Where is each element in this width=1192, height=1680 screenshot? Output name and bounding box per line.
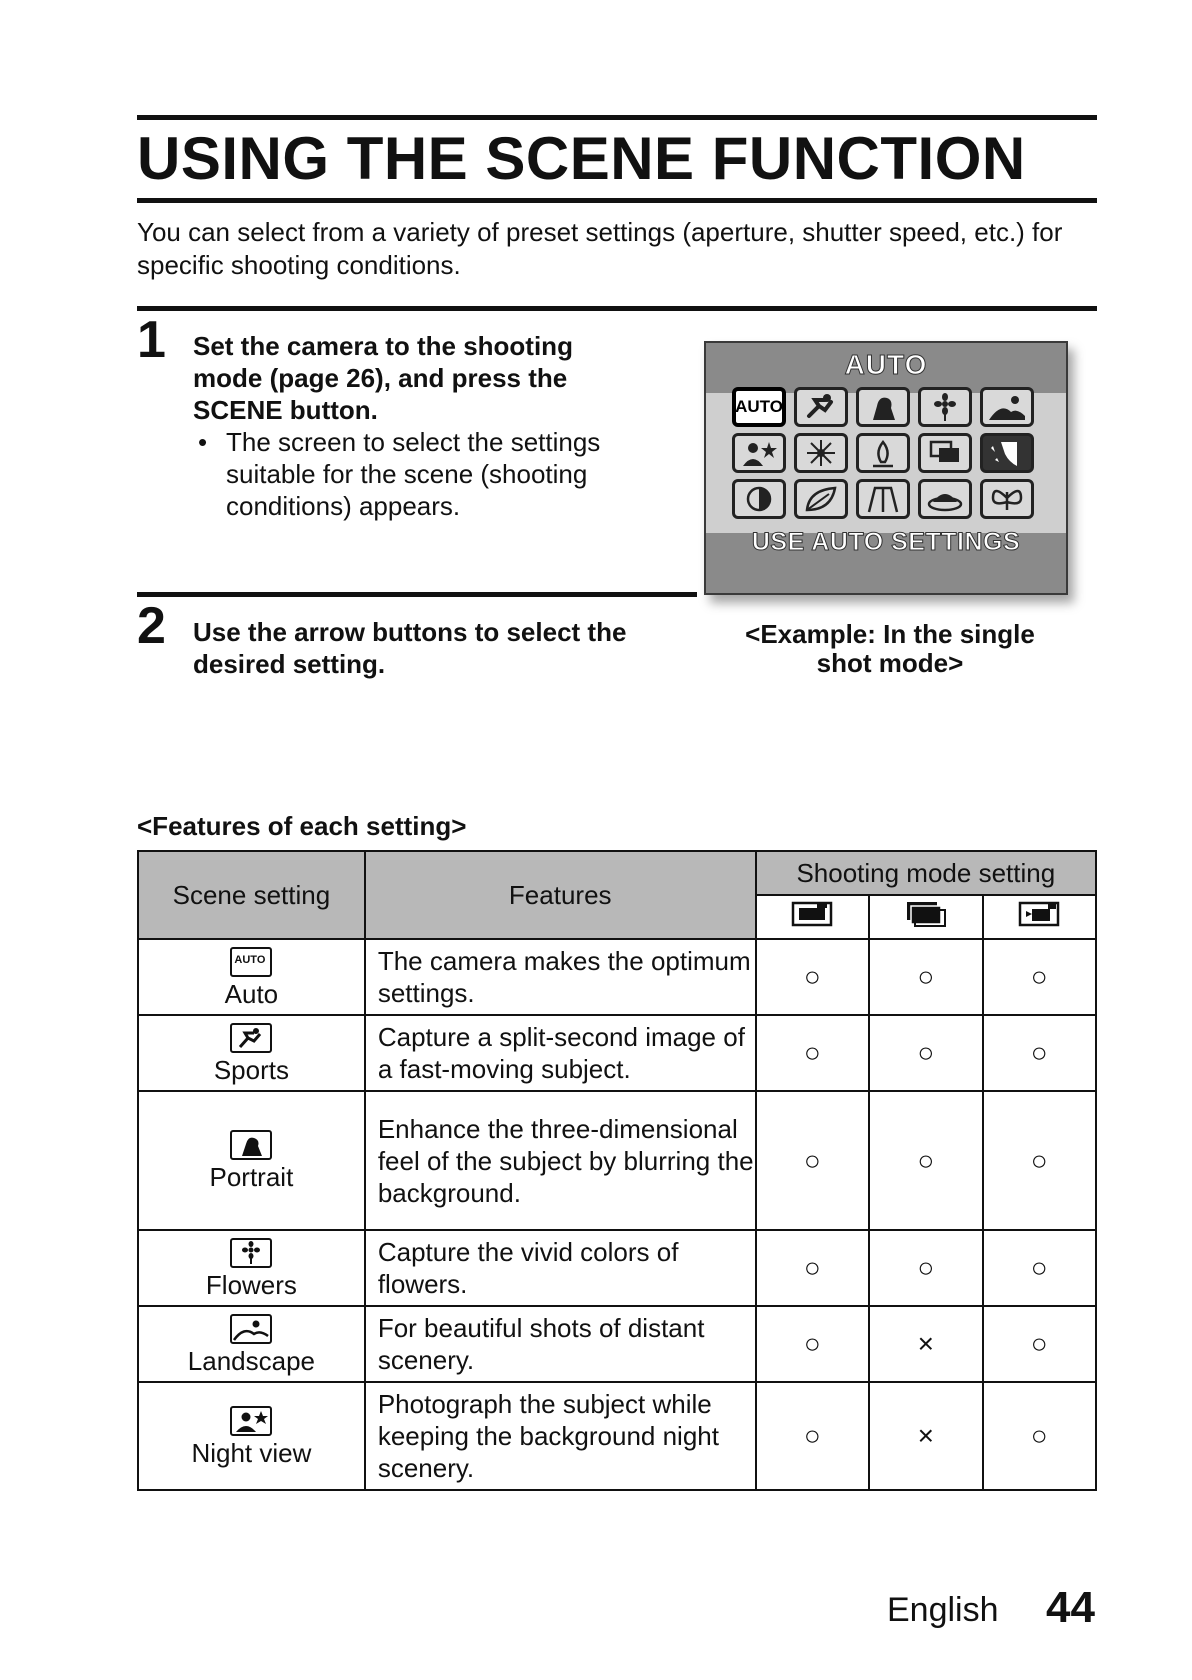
title-bottom-rule: [137, 198, 1097, 203]
sequential-shot-icon: [869, 895, 982, 939]
mode-mark: ○: [983, 939, 1096, 1015]
night-view-icon[interactable]: [732, 433, 786, 473]
mode-mark: ○: [869, 1230, 982, 1306]
feature-text: Capture a split-second image of a fast-moving subject.: [365, 1015, 756, 1091]
mode-mark: ○: [869, 1015, 982, 1091]
intro-text: You can select from a variety of preset settings (aperture, shutter speed, etc.) for specific shooting conditions.: [137, 217, 1063, 280]
table-row: [138, 1230, 1096, 1306]
landscape-icon[interactable]: [980, 387, 1034, 427]
table-caption: <Features of each setting>: [137, 811, 467, 841]
scene-name: Night view: [191, 1437, 312, 1468]
feature-text: The camera makes the optimum settings.: [365, 939, 756, 1015]
portrait-icon[interactable]: [856, 387, 910, 427]
table-row: [138, 1382, 1096, 1490]
mode-mark: ○: [983, 1306, 1096, 1382]
sports-icon[interactable]: [794, 387, 848, 427]
mode-mark: ○: [869, 1091, 982, 1230]
landscape-scene-icon: [230, 1314, 272, 1344]
scene-name: Auto: [224, 978, 279, 1009]
contrast-icon[interactable]: [732, 479, 786, 519]
table-row: [138, 1306, 1096, 1382]
sports-scene-icon: [230, 1023, 272, 1053]
mode-mark: ×: [869, 1306, 982, 1382]
scene-name: Sports: [213, 1054, 289, 1085]
title-top-rule: [137, 115, 1097, 120]
dark-mode-icon[interactable]: [980, 433, 1034, 473]
mode-mark: ×: [869, 1382, 982, 1490]
step-1-text: Set the camera to the shooting mode (page 26), and press the SCENE button.: [193, 331, 573, 425]
auto-scene-icon: AUTO: [230, 947, 272, 977]
lamp-icon[interactable]: [856, 433, 910, 473]
table-row: [138, 1091, 1096, 1230]
lcd-message: USE AUTO SETTINGS: [751, 528, 1021, 556]
header-shooting-mode: Shooting mode setting: [756, 851, 1096, 895]
mode-mark: ○: [756, 1091, 869, 1230]
feature-text: Enhance the three-dimensional feel of the subject by blurring the background.: [365, 1091, 756, 1230]
mode-mark: ○: [756, 1382, 869, 1490]
scene-name: Flowers: [205, 1269, 297, 1300]
lcd-title: AUTO: [844, 349, 928, 380]
mode-mark: ○: [983, 1091, 1096, 1230]
feature-text: For beautiful shots of distant scenery.: [365, 1306, 756, 1382]
party-icon[interactable]: [918, 433, 972, 473]
scene-name: Landscape: [187, 1345, 316, 1376]
step-2-rule: [137, 592, 697, 597]
flowers-icon[interactable]: [918, 387, 972, 427]
table-row: [138, 1015, 1096, 1091]
page-number: 44: [1046, 1583, 1095, 1632]
scene-name: Portrait: [209, 1162, 294, 1193]
flowers-scene-icon: [230, 1238, 272, 1268]
mode-mark: ○: [756, 939, 869, 1015]
footer-language: English: [887, 1591, 999, 1629]
leaf-icon[interactable]: [794, 479, 848, 519]
auto-icon[interactable]: [732, 387, 786, 427]
mode-mark: ○: [983, 1015, 1096, 1091]
feature-text: Photograph the subject while keeping the background night scenery.: [365, 1382, 756, 1490]
video-clip-icon: [983, 895, 1096, 939]
step-2-text: Use the arrow buttons to select the desired setting.: [193, 617, 627, 679]
step-2-number: 2: [137, 597, 166, 655]
header-features: Features: [365, 851, 756, 939]
features-table: [137, 850, 1097, 1491]
building-icon[interactable]: [856, 479, 910, 519]
night-view-scene-icon: [230, 1406, 272, 1436]
mode-mark: ○: [756, 1230, 869, 1306]
example-caption: <Example: In the single shot mode>: [745, 619, 1035, 678]
mode-mark: ○: [869, 939, 982, 1015]
food-icon[interactable]: [918, 479, 972, 519]
butterfly-icon[interactable]: [980, 479, 1034, 519]
camera-screen-example: [704, 341, 1068, 595]
mode-mark: ○: [756, 1306, 869, 1382]
portrait-scene-icon: [230, 1130, 272, 1160]
single-shot-icon: [756, 895, 869, 939]
header-scene-setting: Scene setting: [138, 851, 365, 939]
fireworks-icon[interactable]: [794, 433, 848, 473]
step-1-rule: [137, 306, 1097, 311]
mode-mark: ○: [756, 1015, 869, 1091]
mode-mark: ○: [983, 1382, 1096, 1490]
table-row: [138, 939, 1096, 1015]
page-title: USING THE SCENE FUNCTION: [137, 125, 1026, 192]
feature-text: Capture the vivid colors of flowers.: [365, 1230, 756, 1306]
auto-icon-label: AUTO: [735, 397, 783, 416]
bullet-dot: •: [198, 427, 208, 457]
step-1-bullet-text: The screen to select the settings suitable for the scene (shooting conditions) appears.: [226, 427, 601, 521]
step-1-number: 1: [137, 311, 166, 369]
mode-mark: ○: [983, 1230, 1096, 1306]
